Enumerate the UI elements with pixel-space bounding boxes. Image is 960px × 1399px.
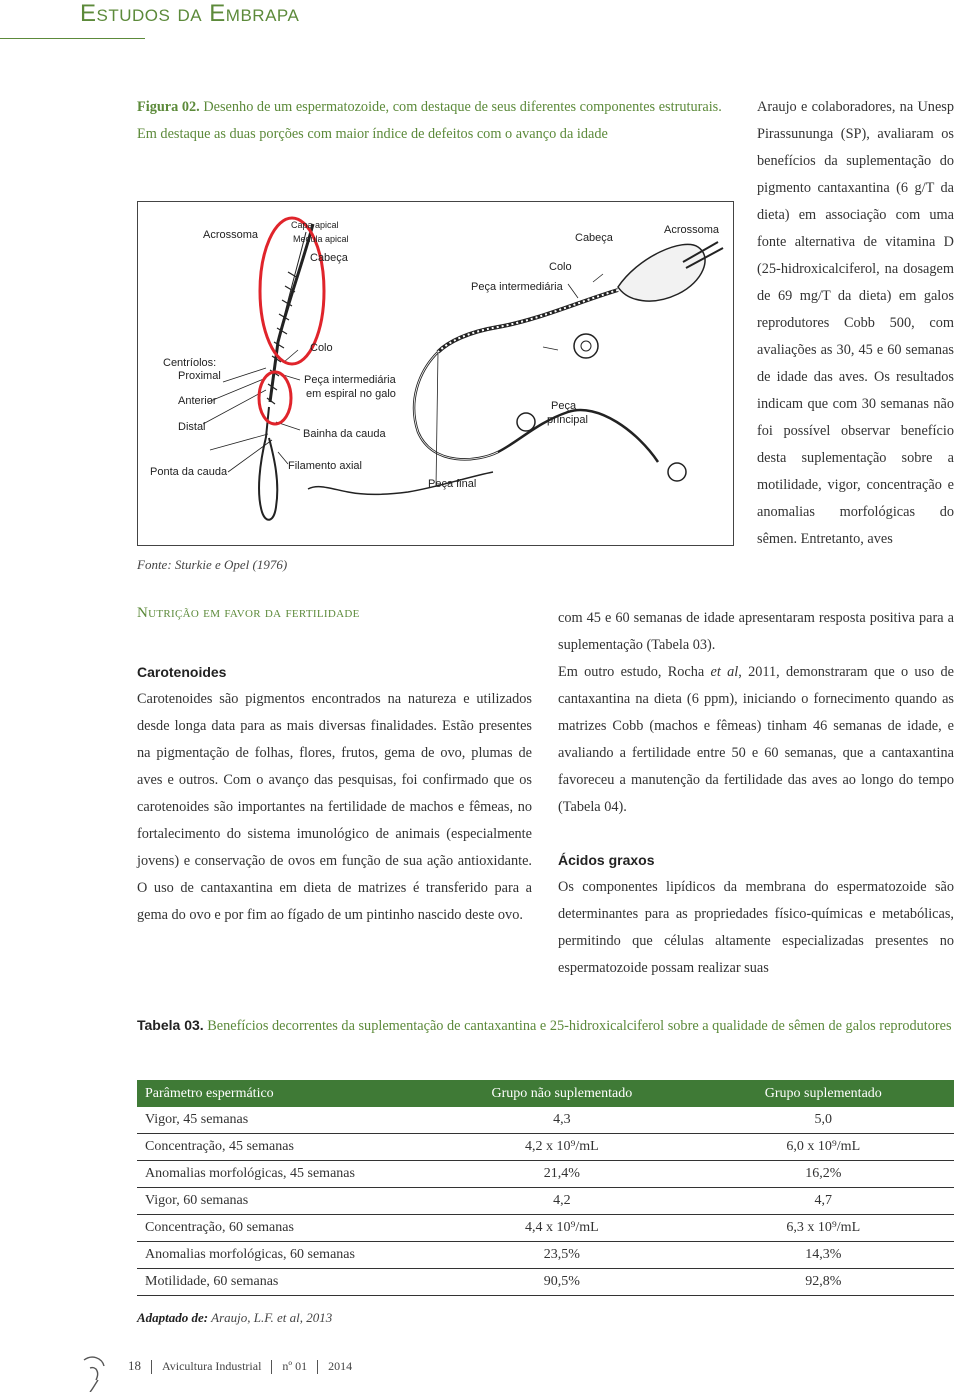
- issue-year: 2014: [328, 1359, 353, 1373]
- carotenoides-title: Carotenoides: [137, 664, 227, 680]
- table-caption-text: Benefícios decorrentes da suplementação de cantaxantina e 25-hidroxicalciferol sobre a qualidade de sêmen de galos reprodutores: [203, 1018, 952, 1034]
- label-centriolos: Centríolos:: [163, 357, 217, 369]
- semen-quality-table: [137, 1080, 954, 1296]
- label-medula-apical: Medula apical: [293, 234, 349, 244]
- table-row: [137, 1188, 954, 1215]
- label-colo-right: Colo: [549, 261, 572, 273]
- right-column-top: [757, 94, 954, 553]
- page-header-title: Estudos da Embrapa: [80, 0, 300, 27]
- label-anterior: Anterior: [178, 395, 217, 407]
- label-acrossoma-right: Acrossoma: [664, 224, 720, 236]
- table-row: [137, 1215, 954, 1242]
- label-peca-intermediaria-right: Peça intermediária: [471, 281, 563, 293]
- table-cell: Vigor, 45 semanas: [137, 1107, 431, 1134]
- rocha-et-al: et al: [710, 664, 739, 680]
- label-peca-final: Peça final: [428, 478, 477, 490]
- table-cell: 4,7: [693, 1188, 954, 1215]
- rocha-text-a: Em outro estudo, Rocha: [558, 664, 711, 680]
- embrapa-logo-icon: [80, 1352, 110, 1397]
- table-cell: Anomalias morfológicas, 45 semanas: [137, 1161, 431, 1188]
- magazine-name: Avicultura Industrial: [162, 1359, 262, 1373]
- sperm-diagram-figure: [137, 201, 734, 546]
- figure-caption-text: Desenho de um espermatozoide, com destaque de seus diferentes componentes estruturais. Em destaque as duas porções com maior índice de defeitos com o avanço da idade: [137, 99, 722, 142]
- label-peca-principal-2: principal: [547, 414, 588, 426]
- table-cell: 6,3 x 10⁹/mL: [693, 1215, 954, 1242]
- table-caption: [137, 1012, 954, 1040]
- footer-separator: [271, 1360, 272, 1374]
- table-source: [137, 1310, 332, 1326]
- issue-number: nº 01: [282, 1359, 308, 1373]
- table-cell: 4,2 x 10⁹/mL: [431, 1134, 692, 1161]
- label-ponta-cauda: Ponta da cauda: [150, 466, 228, 478]
- right-sperm-drawing: [308, 242, 723, 494]
- table-cell: 90,5%: [431, 1269, 692, 1296]
- table-row: [137, 1269, 954, 1296]
- label-acrossoma-left: Acrossoma: [203, 229, 259, 241]
- rocha-text-b: , 2011, demonstraram que o uso de cantaxantina na dieta (6 ppm), iniciando o fornecimento quando as matrizes Cobb (machos e fêmeas) tinham 46 semanas de idade, e avaliando a fertilidade entre 50 e 60 semanas, que a cantaxantina favoreceu a manutenção da fertilidade das aves ao longo do tempo (Tabela 04).: [558, 664, 954, 815]
- figure-caption-label: Figura 02.: [137, 99, 200, 115]
- figure-source: Fonte: Sturkie e Opel (1976): [137, 557, 288, 572]
- figure-caption: [137, 94, 732, 148]
- sperm-diagram: [138, 202, 733, 545]
- acidos-graxos-text: Os componentes lipídicos da membrana do espermatozoide são determinantes para as propriedades físico-químicas e metabólicas, permitindo que células altamente especializadas presentes no espermatozoide possam realizar suas: [558, 879, 954, 976]
- right-column-paragraph-1: com 45 e 60 semanas de idade apresentaram resposta positiva para a suplementação (Tabela 03).: [558, 610, 954, 653]
- label-peca-principal-1: Peça: [551, 400, 577, 412]
- table-header-suplementado: Grupo suplementado: [693, 1080, 954, 1107]
- table-cell: 4,4 x 10⁹/mL: [431, 1215, 692, 1242]
- table-header-row: [137, 1080, 954, 1107]
- table-row: [137, 1134, 954, 1161]
- acidos-graxos-title: Ácidos graxos: [558, 852, 655, 868]
- carotenoides-text: Carotenoides são pigmentos encontrados na natureza e utilizados desde longa data para as mais diversas finalidades. Estão presentes na pigmentação de folhas, flores, frutos, gema de ovo, plumas de aves e outros. Com o avanço das pesquisas, foi confirmado que os carotenoides são importantes na fertilidade de machos e fêmeas, no fortalecimento do sistema imunológico de animais (especialmente jovens) e conservação de ovos em função de sua ação antioxidante. O uso de cantaxantina em dieta de matrizes é transferido para a gema do ovo e por fim ao fígado de um pintinho nascido deste ovo.: [137, 691, 532, 923]
- table-cell: Vigor, 60 semanas: [137, 1188, 431, 1215]
- label-colo-left: Colo: [310, 342, 333, 354]
- table-cell: 4,2: [431, 1188, 692, 1215]
- footer-separator: [317, 1360, 318, 1374]
- table-row: [137, 1161, 954, 1188]
- table-cell: 21,4%: [431, 1161, 692, 1188]
- right-column-continuation: [558, 605, 954, 821]
- label-peca-intermediaria-espiral-1: Peça intermediária: [304, 374, 396, 386]
- label-peca-intermediaria-espiral-2: em espiral no galo: [306, 388, 396, 400]
- footer-separator: [151, 1360, 152, 1374]
- label-cabeca-right: Cabeça: [575, 232, 613, 244]
- table-row: [137, 1107, 954, 1134]
- label-bainha-cauda: Bainha da cauda: [303, 428, 386, 440]
- table-cell: Anomalias morfológicas, 60 semanas: [137, 1242, 431, 1269]
- label-proximal: Proximal: [178, 370, 221, 382]
- table-header-nao-suplementado: Grupo não suplementado: [431, 1080, 692, 1107]
- table-cell: 92,8%: [693, 1269, 954, 1296]
- table-row: [137, 1242, 954, 1269]
- table-caption-label: Tabela 03.: [137, 1017, 204, 1033]
- table-cell: 16,2%: [693, 1161, 954, 1188]
- highlight-ellipse-midpiece: [259, 372, 291, 424]
- page-footer: [128, 1358, 352, 1374]
- table-cell: 23,5%: [431, 1242, 692, 1269]
- table-source-text: Araujo, L.F. et al, 2013: [208, 1310, 333, 1325]
- table-source-label: Adaptado de:: [137, 1310, 209, 1325]
- table-cell: Concentração, 45 semanas: [137, 1134, 431, 1161]
- table-cell: 14,3%: [693, 1242, 954, 1269]
- label-distal: Distal: [178, 421, 206, 433]
- section-title: Nutrição em favor da fertilidade: [137, 605, 360, 621]
- table-header-parametro: Parâmetro espermático: [137, 1080, 431, 1107]
- label-filamento-axial: Filamento axial: [288, 460, 362, 472]
- label-cabeca-left: Cabeça: [310, 252, 348, 264]
- table-cell: Motilidade, 60 semanas: [137, 1269, 431, 1296]
- right-column-paragraph-2: [558, 659, 954, 821]
- right-column-top-text: Araujo e colaboradores, na Unesp Pirassununga (SP), avaliaram os benefícios da suplementação do pigmento cantaxantina (6 g/T da dieta) em associação com uma fonte alternativa de vitamina D (25-hidroxicalciferol, na dosagem de 69 mg/T da dieta) em galos reprodutores Cobb 500, com avaliações as 30, 45 e 60 semanas de idade das aves. Os resultados indicam que com 30 semanas não foi possível observar benefício desta suplementação sobre a motilidade, vigor, concentração e anomalias morfológicas do sêmen. Entretanto, aves: [757, 99, 954, 547]
- table-cell: 6,0 x 10⁹/mL: [693, 1134, 954, 1161]
- header-rule: [0, 38, 145, 39]
- label-capa-apical: Capa apical: [291, 220, 339, 230]
- table-cell: 5,0: [693, 1107, 954, 1134]
- page-number: 18: [128, 1358, 141, 1373]
- table-cell: Concentração, 60 semanas: [137, 1215, 431, 1242]
- table-cell: 4,3: [431, 1107, 692, 1134]
